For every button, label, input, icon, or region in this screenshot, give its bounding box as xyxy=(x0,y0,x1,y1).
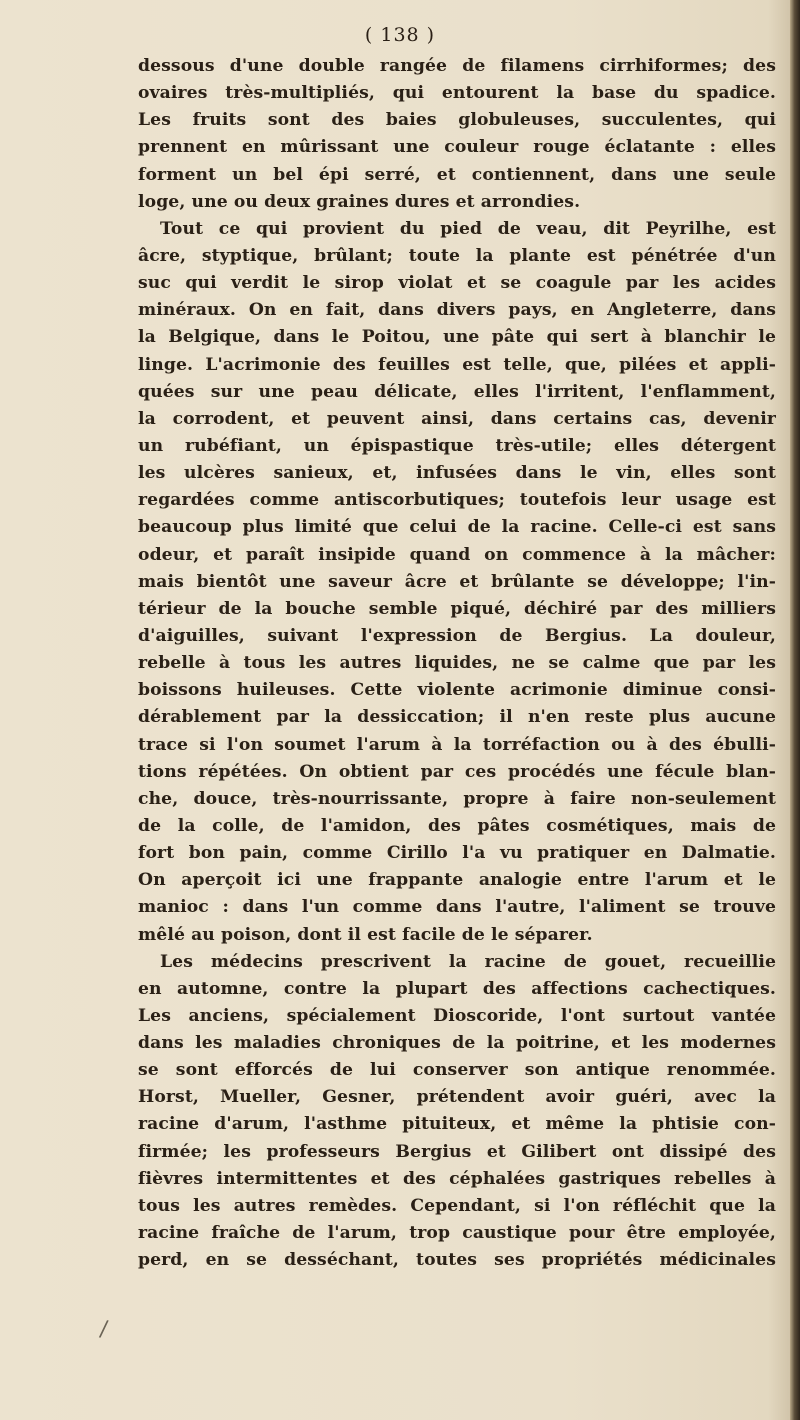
text-line: On aperçoit ici une frappante analogie entre l'arum et le xyxy=(138,870,776,891)
text-line: tions répétées. On obtient par ces procédés une fécule blan- xyxy=(138,761,776,782)
text-line: la Belgique, dans le Poitou, une pâte qui sert à blanchir le xyxy=(138,327,776,348)
text-line: térieur de la bouche semble piqué, déchiré par des milliers xyxy=(138,598,776,619)
text-line: Les médecins prescrivent la racine de gouet, recueillie xyxy=(160,951,776,972)
page-number: ( 138 ) xyxy=(364,24,436,46)
text-line: Tout ce qui provient du pied de veau, dit Peyrilhe, est xyxy=(160,218,776,239)
text-line: fièvres intermittentes et des céphalées gastriques rebelles à xyxy=(138,1168,776,1189)
text-line: âcre, styptique, brûlant; toute la plante est pénétrée d'un xyxy=(138,245,776,266)
text-line: manioc : dans l'un comme dans l'autre, l'aliment se trouve xyxy=(138,897,776,918)
text-line: Horst, Mueller, Gesner, prétendent avoir guéri, avec la xyxy=(138,1087,776,1108)
text-line: che, douce, très-nourrissante, propre à faire non-seulement xyxy=(138,788,776,809)
text-line: racine fraîche de l'arum, trop caustique pour être employée, xyxy=(138,1223,776,1244)
text-line: regardées comme antiscorbutiques; toutefois leur usage est xyxy=(138,490,776,511)
text-line: odeur, et paraît insipide quand on commence à la mâcher: xyxy=(138,544,776,565)
margin-pencil-mark: / xyxy=(98,1316,110,1343)
text-line: fort bon pain, comme Cirillo l'a vu pratiquer en Dalmatie. xyxy=(138,843,776,864)
text-line: perd, en se desséchant, toutes ses propriétés médicinales xyxy=(138,1250,776,1271)
text-line: boissons huileuses. Cette violente acrimonie diminue consi- xyxy=(138,680,776,701)
text-line: beaucoup plus limité que celui de la racine. Celle-ci est sans xyxy=(138,517,776,538)
text-line: dessous d'une double rangée de filamens cirrhiformes; des xyxy=(138,56,776,76)
text-line: linge. L'acrimonie des feuilles est telle, que, pilées et appli- xyxy=(138,354,776,375)
text-line: racine d'arum, l'asthme pituiteux, et même la phtisie con- xyxy=(138,1114,776,1135)
text-line: dérablement par la dessiccation; il n'en reste plus aucune xyxy=(138,707,776,728)
text-line: trace si l'on soumet l'arum à la torréfaction ou à des ébulli- xyxy=(138,734,776,755)
book-gutter-edge xyxy=(790,0,800,1420)
text-line: un rubéfiant, un épispastique très-utile; elles détergent xyxy=(138,435,776,456)
text-line: suc qui verdit le sirop violat et se coagule par les acides xyxy=(138,273,776,294)
text-line: tous les autres remèdes. Cependant, si l'on réfléchit que la xyxy=(138,1195,776,1216)
text-line: la corrodent, et peuvent ainsi, dans certains cas, devenir xyxy=(138,408,776,429)
text-line: ovaires très-multipliés, qui entourent la base du spadice. xyxy=(138,83,776,104)
text-line: quées sur une peau délicate, elles l'irritent, l'enflamment, xyxy=(138,381,776,402)
body-text xyxy=(138,53,776,1274)
text-line: forment un bel épi serré, et contiennent, dans une seule xyxy=(138,164,776,185)
text-line: mêlé au poison, dont il est facile de le séparer. xyxy=(138,924,593,945)
text-line: d'aiguilles, suivant l'expression de Bergius. La douleur, xyxy=(138,625,776,646)
text-line: minéraux. On en fait, dans divers pays, en Angleterre, dans xyxy=(138,300,776,321)
text-line: de la colle, de l'amidon, des pâtes cosmétiques, mais de xyxy=(138,815,776,836)
text-line: rebelle à tous les autres liquides, ne se calme que par les xyxy=(138,653,776,674)
text-line: en automne, contre la plupart des affections cachectiques. xyxy=(138,978,776,999)
text-line: mais bientôt une saveur âcre et brûlante se développe; l'in- xyxy=(138,571,776,592)
text-line: Les fruits sont des baies globuleuses, succulentes, qui xyxy=(138,110,776,131)
text-line: Les anciens, spécialement Dioscoride, l'ont surtout vantée xyxy=(138,1005,776,1026)
text-line: les ulcères sanieux, et, infusées dans le vin, elles sont xyxy=(138,463,776,484)
text-line: se sont efforcés de lui conserver son antique renommée. xyxy=(138,1060,776,1081)
text-line: dans les maladies chroniques de la poitrine, et les modernes xyxy=(138,1033,776,1054)
text-line: firmée; les professeurs Bergius et Gilibert ont dissipé des xyxy=(138,1141,776,1162)
text-line: loge, une ou deux graines dures et arrondies. xyxy=(138,191,581,212)
text-line: prennent en mûrissant une couleur rouge éclatante : elles xyxy=(138,137,776,158)
